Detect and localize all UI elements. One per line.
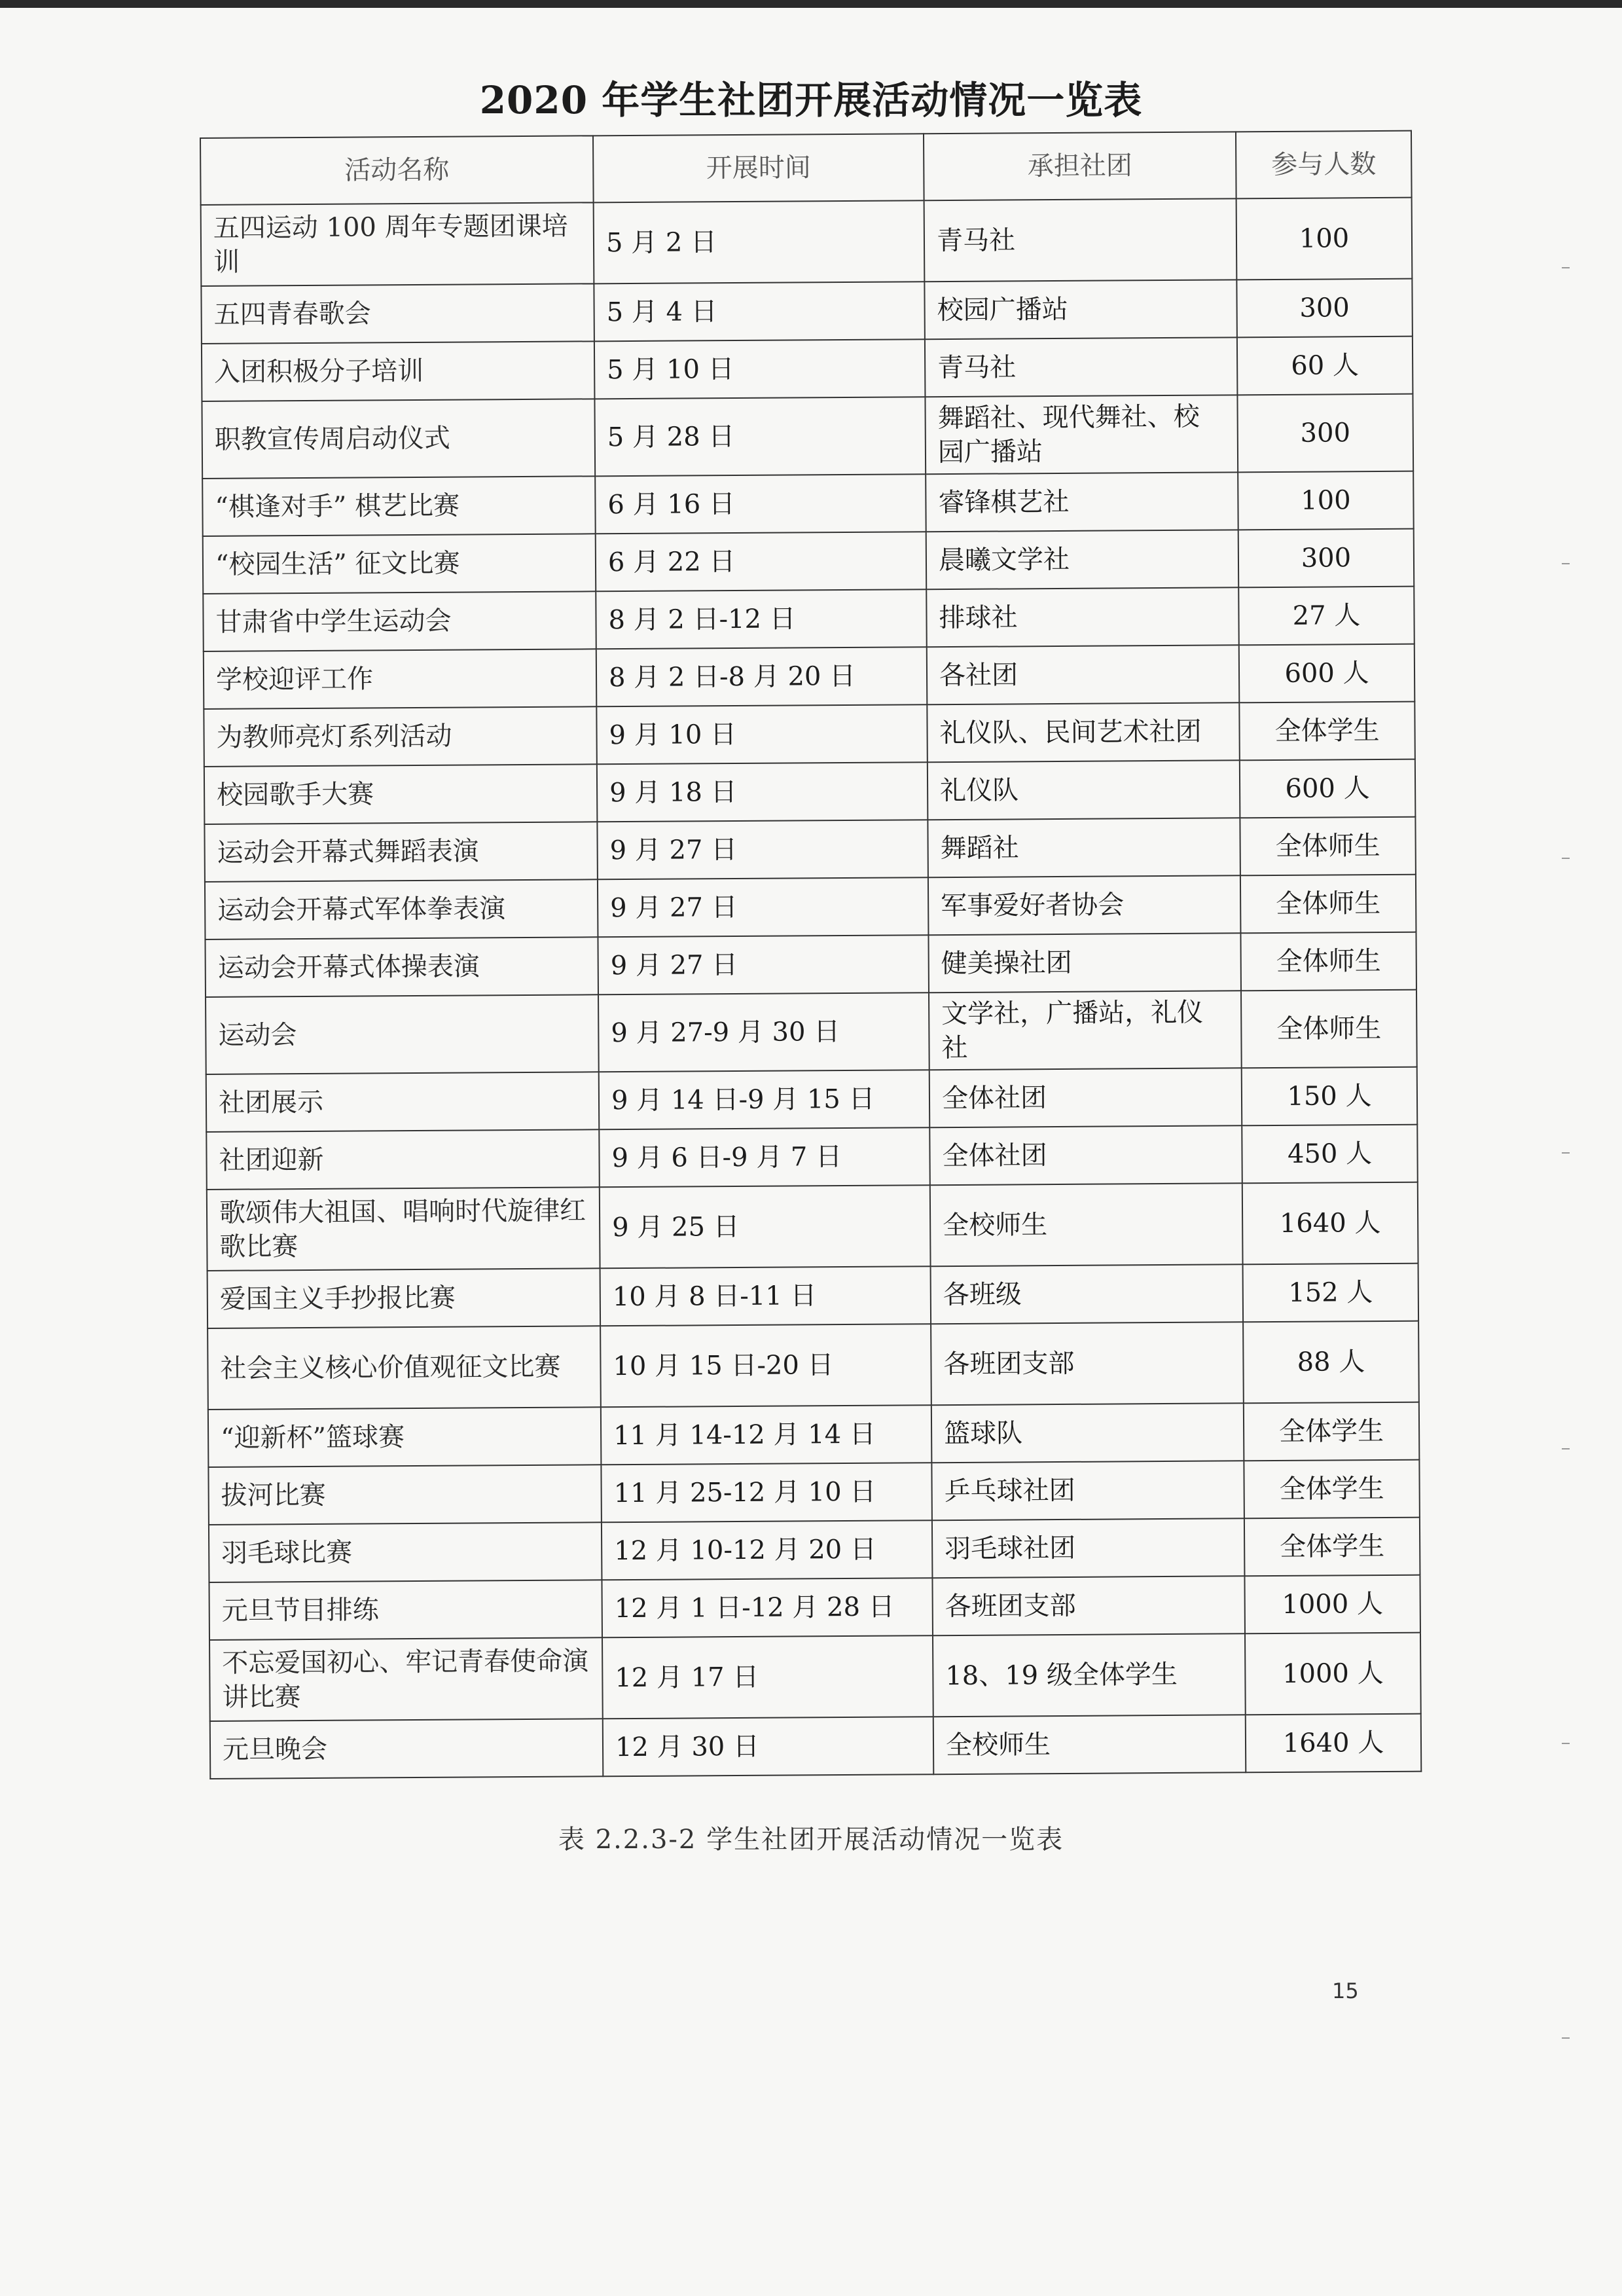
cell-time: 11 月 14-12 月 14 日: [601, 1405, 932, 1465]
cell-activity-name: 社团迎新: [206, 1129, 600, 1190]
table-row: [207, 1321, 1419, 1410]
cell-time: 8 月 2 日-12 日: [596, 589, 927, 649]
cell-participants: 100: [1238, 471, 1414, 530]
cell-time: 8 月 2 日-8 月 20 日: [596, 647, 928, 706]
cell-participants: 全体师生: [1241, 990, 1417, 1068]
cell-society: 乒乓球社团: [931, 1461, 1244, 1520]
activity-table: [200, 130, 1422, 1779]
cell-participants: 60 人: [1237, 337, 1413, 395]
cell-participants: 1640 人: [1246, 1714, 1422, 1773]
cell-society: 排球社: [926, 587, 1239, 647]
table-row: [202, 471, 1414, 536]
cell-participants: 全体学生: [1239, 702, 1415, 761]
table-header-row: [200, 131, 1412, 205]
scan-mark: [1562, 1743, 1570, 1744]
cell-society: 全体社团: [929, 1068, 1242, 1127]
cell-society: 晨曦文学社: [926, 530, 1239, 589]
cell-time: 10 月 8 日-11 日: [600, 1266, 931, 1326]
cell-participants: 150 人: [1242, 1067, 1418, 1126]
cell-participants: 152 人: [1243, 1264, 1419, 1322]
cell-activity-name: 不忘爱国初心、牢记青春使命演讲比赛: [209, 1637, 603, 1721]
table-row: [204, 759, 1416, 824]
cell-time: 12 月 1 日-12 月 28 日: [602, 1578, 933, 1637]
cell-activity-name: 社团展示: [206, 1072, 600, 1132]
cell-activity-name: “迎新杯”篮球赛: [208, 1407, 602, 1467]
cell-participants: 27 人: [1238, 587, 1415, 646]
cell-society: 全校师生: [933, 1715, 1246, 1774]
cell-society: 各社团: [927, 645, 1240, 704]
cell-time: 12 月 30 日: [603, 1717, 934, 1776]
cell-society: 青马社: [924, 198, 1237, 282]
table-row: [205, 875, 1416, 939]
cell-society: 青马社: [925, 337, 1238, 397]
cell-time: 9 月 6 日-9 月 7 日: [599, 1127, 930, 1187]
table-row: [206, 1067, 1418, 1132]
cell-participants: 88 人: [1243, 1321, 1419, 1404]
cell-society: 18、19 级全体学生: [933, 1633, 1246, 1717]
cell-society: 全体社团: [929, 1125, 1242, 1185]
header-society: 承担社团: [924, 132, 1236, 200]
cell-time: 5 月 28 日: [594, 397, 926, 476]
cell-time: 12 月 10-12 月 20 日: [602, 1520, 933, 1580]
table-row: [203, 587, 1415, 651]
cell-time: 9 月 18 日: [597, 762, 928, 822]
table-caption: 表 2.2.3-2 学生社团开展活动情况一览表: [558, 1825, 1064, 1855]
cell-time: 9 月 27 日: [597, 820, 928, 879]
cell-activity-name: “棋逢对手” 棋艺比赛: [202, 476, 596, 536]
cell-participants: 600 人: [1240, 759, 1416, 818]
cell-participants: 300: [1236, 279, 1413, 338]
cell-participants: 450 人: [1242, 1125, 1418, 1184]
cell-society: 各班团支部: [931, 1322, 1244, 1405]
cell-activity-name: 元旦节目排练: [209, 1580, 602, 1640]
table-row: [207, 1264, 1419, 1328]
cell-participants: 全体师生: [1240, 817, 1416, 876]
cell-participants: 1000 人: [1244, 1575, 1420, 1634]
cell-time: 9 月 27 日: [598, 935, 929, 994]
cell-activity-name: 爱国主义手抄报比赛: [207, 1268, 601, 1328]
table-row: [204, 817, 1416, 882]
cell-time: 6 月 22 日: [596, 532, 927, 591]
scan-mark: [1562, 1152, 1570, 1154]
table-row: [201, 198, 1413, 286]
header-activity-name: 活动名称: [200, 136, 594, 205]
table-row: [208, 1402, 1420, 1467]
cell-participants: 全体学生: [1244, 1518, 1420, 1576]
cell-activity-name: 运动会开幕式军体拳表演: [205, 879, 598, 939]
cell-time: 11 月 25-12 月 10 日: [601, 1463, 932, 1522]
cell-activity-name: 入团积极分子培训: [202, 341, 595, 401]
scan-mark: [1562, 858, 1570, 859]
table-row: [206, 990, 1417, 1074]
page-title: 2020 年学生社团开展活动情况一览表: [479, 78, 1143, 122]
table-row: [207, 1182, 1418, 1271]
cell-time: 5 月 2 日: [594, 200, 925, 283]
cell-society: 健美操社团: [928, 933, 1241, 993]
cell-activity-name: 运动会开幕式舞蹈表演: [204, 822, 598, 882]
header-participants: 参与人数: [1236, 131, 1412, 199]
cell-activity-name: 元旦晚会: [210, 1719, 604, 1779]
cell-society: 校园广播站: [924, 280, 1237, 339]
cell-time: 9 月 14 日-9 月 15 日: [599, 1070, 930, 1129]
table-row: [209, 1575, 1420, 1640]
cell-time: 5 月 10 日: [594, 339, 926, 399]
cell-participants: 1000 人: [1245, 1633, 1421, 1715]
cell-activity-name: 职教宣传周启动仪式: [202, 399, 595, 479]
cell-activity-name: 拔河比赛: [208, 1465, 602, 1525]
cell-society: 军事爱好者协会: [928, 875, 1241, 935]
table-row: [205, 932, 1416, 997]
cell-activity-name: 甘肃省中学生运动会: [203, 591, 596, 651]
table-row: [202, 337, 1413, 401]
cell-time: 10 月 15 日-20 日: [600, 1324, 931, 1407]
table-row: [204, 702, 1415, 767]
cell-activity-name: 歌颂伟大祖国、唱响时代旋律红歌比赛: [207, 1187, 600, 1271]
table-row: [202, 394, 1413, 479]
cell-society: 礼仪队、民间艺术社团: [927, 702, 1240, 762]
scan-mark: [1562, 267, 1570, 268]
cell-participants: 300: [1238, 529, 1415, 588]
cell-time: 9 月 27 日: [598, 877, 929, 937]
cell-participants: 全体师生: [1240, 875, 1416, 934]
table-row: [204, 644, 1415, 709]
cell-society: 全校师生: [930, 1183, 1243, 1266]
cell-activity-name: 运动会开幕式体操表演: [205, 937, 598, 997]
cell-participants: 全体学生: [1244, 1460, 1420, 1519]
table-row: [203, 529, 1415, 594]
cell-society: 各班级: [931, 1264, 1244, 1324]
cell-participants: 600 人: [1239, 644, 1415, 703]
table-body: [201, 198, 1422, 1779]
cell-society: 羽毛球社团: [932, 1518, 1245, 1578]
scan-top-edge: [0, 0, 1622, 8]
cell-society: 篮球队: [931, 1403, 1244, 1463]
cell-activity-name: 五四青春歌会: [201, 283, 594, 344]
cell-activity-name: 校园歌手大赛: [204, 764, 598, 824]
cell-participants: 300: [1237, 394, 1413, 473]
cell-society: 睿锋棋艺社: [926, 472, 1238, 532]
cell-society: 各班团支部: [932, 1576, 1245, 1635]
cell-activity-name: 学校迎评工作: [204, 649, 597, 709]
cell-time: 9 月 25 日: [600, 1185, 931, 1268]
cell-participants: 全体师生: [1240, 932, 1416, 991]
cell-activity-name: “校园生活” 征文比赛: [203, 534, 596, 594]
table-row: [201, 279, 1413, 344]
cell-society: 舞蹈社: [928, 818, 1240, 877]
cell-activity-name: 社会主义核心价值观征文比赛: [207, 1326, 601, 1410]
cell-participants: 全体学生: [1244, 1402, 1420, 1461]
cell-society: 舞蹈社、现代舞社、校园广播站: [925, 395, 1238, 474]
table-row: [209, 1633, 1421, 1721]
scan-mark: [1562, 563, 1570, 564]
cell-activity-name: 羽毛球比赛: [209, 1522, 602, 1582]
table-row: [209, 1518, 1420, 1582]
table-row: [210, 1714, 1422, 1779]
scan-mark: [1562, 1448, 1570, 1449]
cell-time: 9 月 27-9 月 30 日: [598, 993, 929, 1072]
header-time: 开展时间: [593, 134, 924, 202]
table-row: [206, 1125, 1418, 1190]
cell-time: 5 月 4 日: [594, 282, 925, 341]
cell-time: 6 月 16 日: [595, 474, 926, 534]
cell-participants: 1640 人: [1242, 1182, 1418, 1265]
cell-activity-name: 为教师亮灯系列活动: [204, 706, 597, 767]
cell-activity-name: 运动会: [206, 994, 599, 1074]
cell-time: 9 月 10 日: [596, 704, 928, 764]
scan-mark: [1562, 2037, 1570, 2039]
cell-participants: 100: [1236, 198, 1413, 280]
cell-society: 礼仪队: [928, 760, 1240, 820]
table-row: [208, 1460, 1420, 1525]
cell-activity-name: 五四运动 100 周年专题团课培训: [201, 202, 594, 286]
cell-society: 文学社，广播站，礼仪社: [929, 991, 1242, 1070]
page-number: 15: [1332, 1978, 1359, 2003]
cell-time: 12 月 17 日: [602, 1635, 933, 1719]
